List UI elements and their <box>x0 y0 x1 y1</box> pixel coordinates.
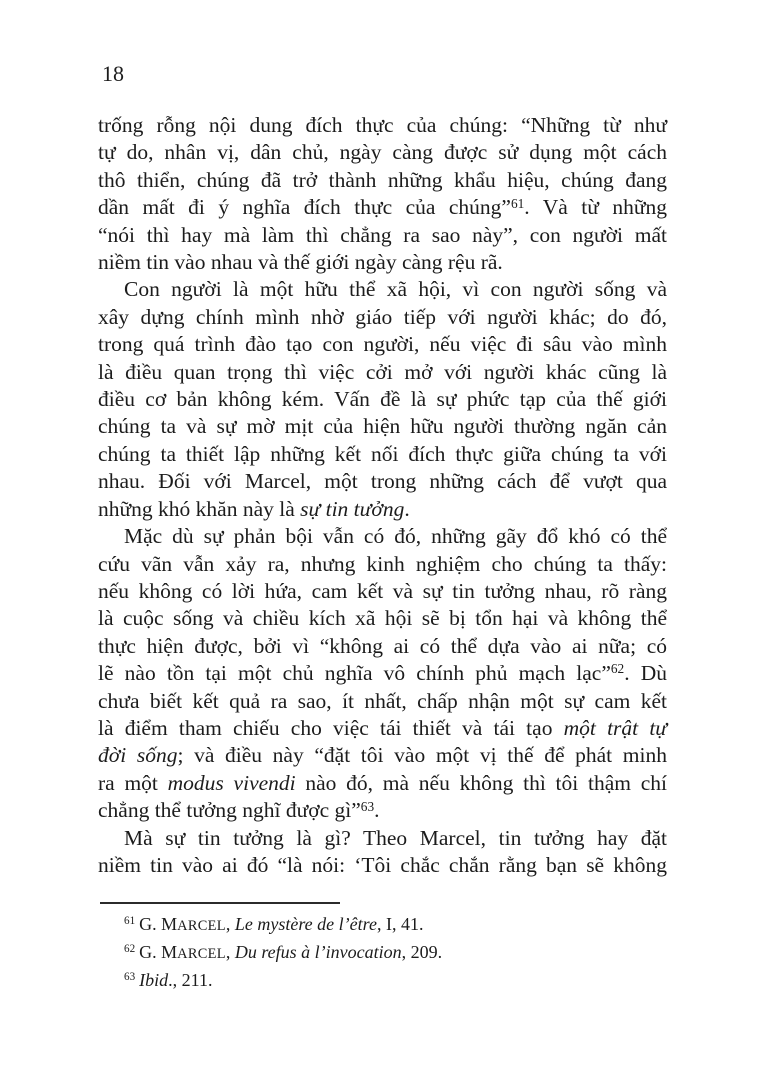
text-line: là điểm tham chiếu cho việc tái thiết và tái tạo một trật tự <box>98 715 668 740</box>
text-line: dần mất đi ý nghĩa đích thực của chúng”$^{61}$. Và từ những <box>98 195 667 220</box>
text-line: Mặc dù sự phản bội vẫn có đó, những gãy đổ khó có thể <box>124 524 667 549</box>
text-line: đời sống; và điều này “đặt tôi vào một vị thế để phát minh <box>98 743 667 768</box>
text-line: trống rỗng nội dung đích thực của chúng: “Những từ như <box>98 113 667 137</box>
text-line: là cuộc sống và chiều kích xã hội sẽ bị tổn hại và không thể <box>98 606 667 631</box>
text-line: thô thiển, chúng đã trở thành những khẩu hiệu, chúng đang <box>98 167 667 192</box>
text-line: điều cơ bản không kém. Vấn đề là sự phức tạp của thế giới <box>98 387 667 412</box>
footnote-reference: 62 <box>610 661 625 677</box>
footnote-number: 62 <box>124 943 136 956</box>
text-line: những khó khăn này là sự tin tưởng. <box>98 496 410 521</box>
footnote-reference: 63 <box>360 798 375 814</box>
text-line: nhau. Đối với Marcel, một trong những cách để vượt qua <box>98 469 667 494</box>
text-line: ra một modus vivendi nào đó, mà nếu không thì tôi thậm chí <box>98 770 667 795</box>
footnote-list <box>98 911 667 993</box>
text-line: “nói thì hay mà làm thì chẳng ra sao này”, con người mất <box>98 222 667 247</box>
text-line: xây dựng chính mình nhờ giáo tiếp với người khác; do đó, <box>98 304 667 329</box>
text-line: lẽ nào tồn tại một chủ nghĩa vô chính phủ mạch lạc”$^{62}$. Dù <box>98 661 667 686</box>
footnote-item: $^{62}$ G. MARCEL, Du refus à l’invocation, 209. <box>124 942 443 962</box>
page-number: 18 <box>102 61 124 86</box>
text-line: Con người là một hữu thể xã hội, vì con người sống và <box>124 277 667 302</box>
text-line: chưa biết kết quả ra sao, ít nhất, chấp nhận một sự cam kết <box>98 688 667 713</box>
text-line: cứu vãn vẫn xảy ra, nhưng kinh nghiệm cho chúng ta thấy: <box>98 551 667 576</box>
text-line: trong quá trình đào tạo con người, nếu việc đi sâu vào mình <box>98 332 667 357</box>
text-line: chẳng thể tưởng nghĩ được gì”$^{63}$. <box>98 798 380 823</box>
footnote-number: 63 <box>124 971 136 984</box>
footnote-item: $^{61}$ G. MARCEL, Le mystère de l’être, I, 41. <box>124 914 424 934</box>
text-line: là điều quan trọng thì việc cởi mở với người khác cũng là <box>98 359 667 384</box>
footnote-reference: 61 <box>510 195 525 211</box>
body-text <box>98 112 667 879</box>
footnotes-section <box>98 902 667 993</box>
text-line: Mà sự tin tưởng là gì? Theo Marcel, tin tưởng hay đặt <box>124 825 667 850</box>
text-line: chúng ta và sự mờ mịt của hiện hữu người thường ngăn cản <box>98 414 667 439</box>
text-line: thực hiện được, bởi vì “không ai có thể dựa vào ai nữa; có <box>98 633 667 658</box>
footnote-number: 61 <box>124 915 136 928</box>
footnote-separator <box>100 902 340 904</box>
text-line: niềm tin vào ai đó “là nói: ‘Tôi chắc chắn rằng bạn sẽ không <box>98 852 667 877</box>
text-line: tự do, nhân vị, dân chủ, ngày càng được sử dụng một cách <box>98 140 667 165</box>
text-line: chúng ta thiết lập những kết nối đích thực giữa chúng ta với <box>98 441 667 466</box>
text-line: nếu không có lời hứa, cam kết và sự tin tưởng nhau, rõ ràng <box>98 578 667 603</box>
text-line: niềm tin vào nhau và thế giới ngày càng rệu rã. <box>98 250 503 275</box>
footnote-item: $^{63}$ Ibid., 211. <box>124 970 213 990</box>
